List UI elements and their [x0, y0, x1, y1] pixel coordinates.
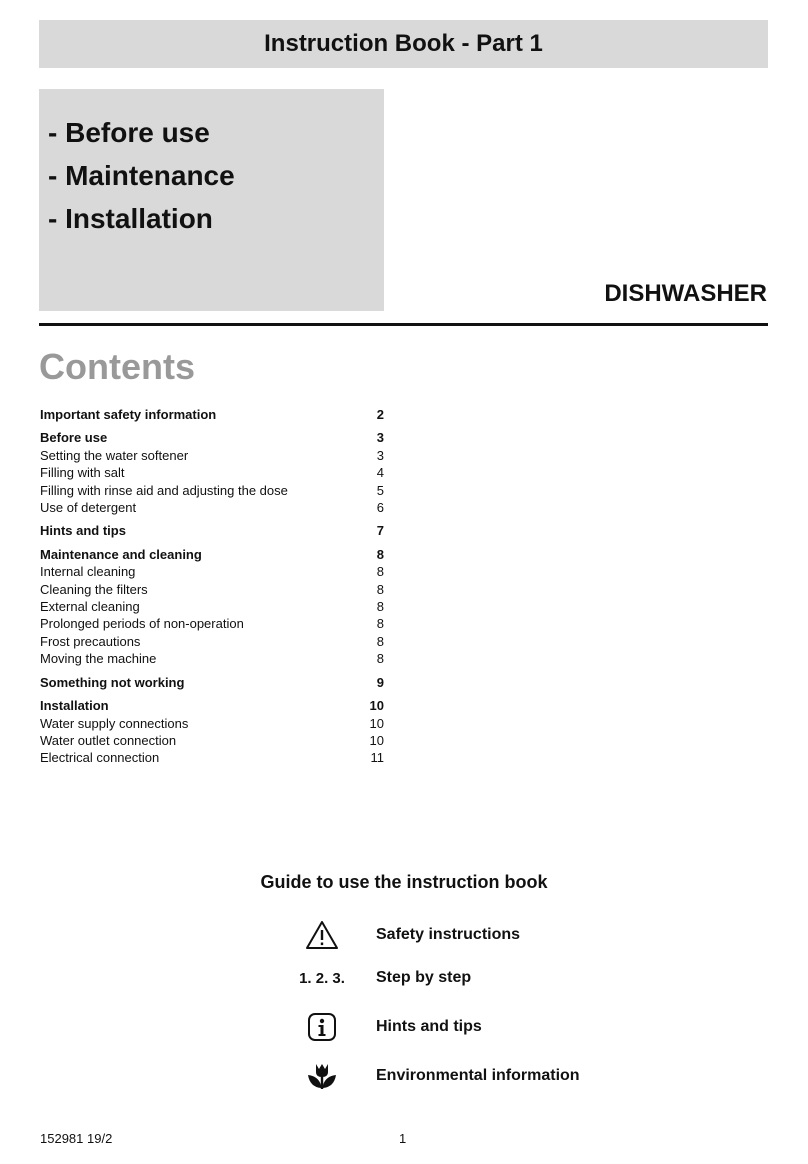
toc-item-label: Moving the machine [40, 651, 157, 667]
toc-item-label: External cleaning [40, 599, 140, 615]
toc-item[interactable] [40, 598, 384, 615]
toc-heading[interactable] [40, 406, 384, 423]
toc-page-number: 8 [376, 651, 384, 667]
toc-heading[interactable] [40, 522, 384, 539]
guide-row-hints [290, 1010, 690, 1044]
toc-page-number: 8 [376, 546, 384, 562]
toc-item[interactable] [40, 615, 384, 632]
toc-page-number: 6 [376, 500, 384, 516]
toc-item-label: Setting the water softener [40, 447, 189, 463]
toc-group [40, 674, 384, 691]
info-icon [290, 1010, 354, 1044]
toc-heading-label: Installation [40, 698, 109, 714]
toc-page-number: 11 [370, 750, 384, 766]
product-name: DISHWASHER [604, 280, 767, 307]
toc-item[interactable] [40, 581, 384, 598]
toc-group [40, 546, 384, 668]
toc-heading[interactable] [40, 697, 384, 714]
toc-item[interactable] [40, 563, 384, 580]
toc-page-number: 10 [369, 715, 384, 731]
toc-item-label: Electrical connection [40, 750, 160, 766]
toc-heading[interactable] [40, 429, 384, 446]
guide-row-safety [290, 918, 690, 952]
header-bar [39, 20, 768, 68]
toc-page-number: 7 [376, 523, 384, 539]
warning-triangle-icon [290, 918, 354, 952]
toc-item-label: Water outlet connection [40, 732, 177, 748]
contents-title: Contents [39, 346, 195, 387]
toc-item[interactable] [40, 633, 384, 650]
guide-row-steps [290, 961, 690, 995]
toc-group [40, 522, 384, 539]
toc-item-label: Cleaning the filters [40, 581, 148, 597]
toc-item[interactable] [40, 482, 384, 499]
toc-item[interactable] [40, 464, 384, 481]
guide-title: Guide to use the instruction book [260, 872, 548, 892]
toc-item[interactable] [40, 749, 384, 766]
toc-heading-label: Something not working [40, 674, 185, 690]
toc-page-number: 10 [369, 732, 384, 748]
toc-group [40, 697, 384, 767]
toc-item[interactable] [40, 499, 384, 516]
guide-label: Hints and tips [376, 1018, 482, 1035]
toc-page-number: 4 [376, 465, 384, 481]
divider-rule [39, 323, 768, 326]
toc-item-label: Internal cleaning [40, 564, 136, 580]
toc-page-number: 5 [376, 482, 384, 498]
book-title: Instruction Book - Part 1 [264, 30, 543, 57]
page-number: 1 [399, 1131, 407, 1146]
toc-item-label: Prolonged periods of non-operation [40, 616, 244, 632]
toc-heading-label: Important safety information [40, 407, 217, 422]
toc-heading-label: Hints and tips [40, 523, 126, 539]
toc-item-label: Use of detergent [40, 500, 137, 516]
toc-heading-label: Maintenance and cleaning [40, 546, 202, 562]
toc-page-number: 8 [376, 564, 384, 580]
toc-item-label: Frost precautions [40, 633, 141, 649]
toc-page-number: 8 [376, 599, 384, 615]
toc-page-number: 9 [376, 674, 384, 690]
toc-page-number: 3 [376, 430, 384, 446]
topic-before-use: - Before use [48, 117, 210, 148]
guide-label: Environmental information [376, 1067, 580, 1084]
toc-item-label: Filling with rinse aid and adjusting the dose [40, 482, 288, 498]
guide-label: Safety instructions [376, 926, 521, 943]
toc-heading[interactable] [40, 546, 384, 563]
topics-panel [39, 89, 384, 311]
toc-page-number: 8 [376, 581, 384, 597]
toc-item-label: Water supply connections [40, 715, 189, 731]
tulip-icon [290, 1059, 354, 1093]
topic-installation: - Installation [48, 203, 213, 234]
toc-page-number: 3 [376, 447, 384, 463]
topic-maintenance: - Maintenance [48, 160, 235, 191]
table-of-contents [40, 406, 384, 773]
toc-page-number: 10 [369, 698, 384, 714]
toc-item[interactable] [40, 732, 384, 749]
toc-page-number: 2 [376, 407, 384, 422]
document-code: 152981 19/2 [40, 1131, 113, 1146]
toc-item-label: Filling with salt [40, 465, 125, 481]
toc-page-number: 8 [376, 616, 384, 632]
topics-list [48, 111, 235, 240]
toc-group [40, 429, 384, 516]
step-numbers: 1. 2. 3. [299, 969, 345, 987]
toc-page-number: 8 [376, 633, 384, 649]
toc-heading[interactable] [40, 674, 384, 691]
toc-heading-label: Before use [40, 430, 108, 446]
guide-row-environment [290, 1059, 690, 1093]
toc-item[interactable] [40, 715, 384, 732]
toc-item[interactable] [40, 650, 384, 667]
guide-label: Step by step [376, 969, 472, 986]
toc-item[interactable] [40, 447, 384, 464]
toc-group [40, 406, 384, 423]
